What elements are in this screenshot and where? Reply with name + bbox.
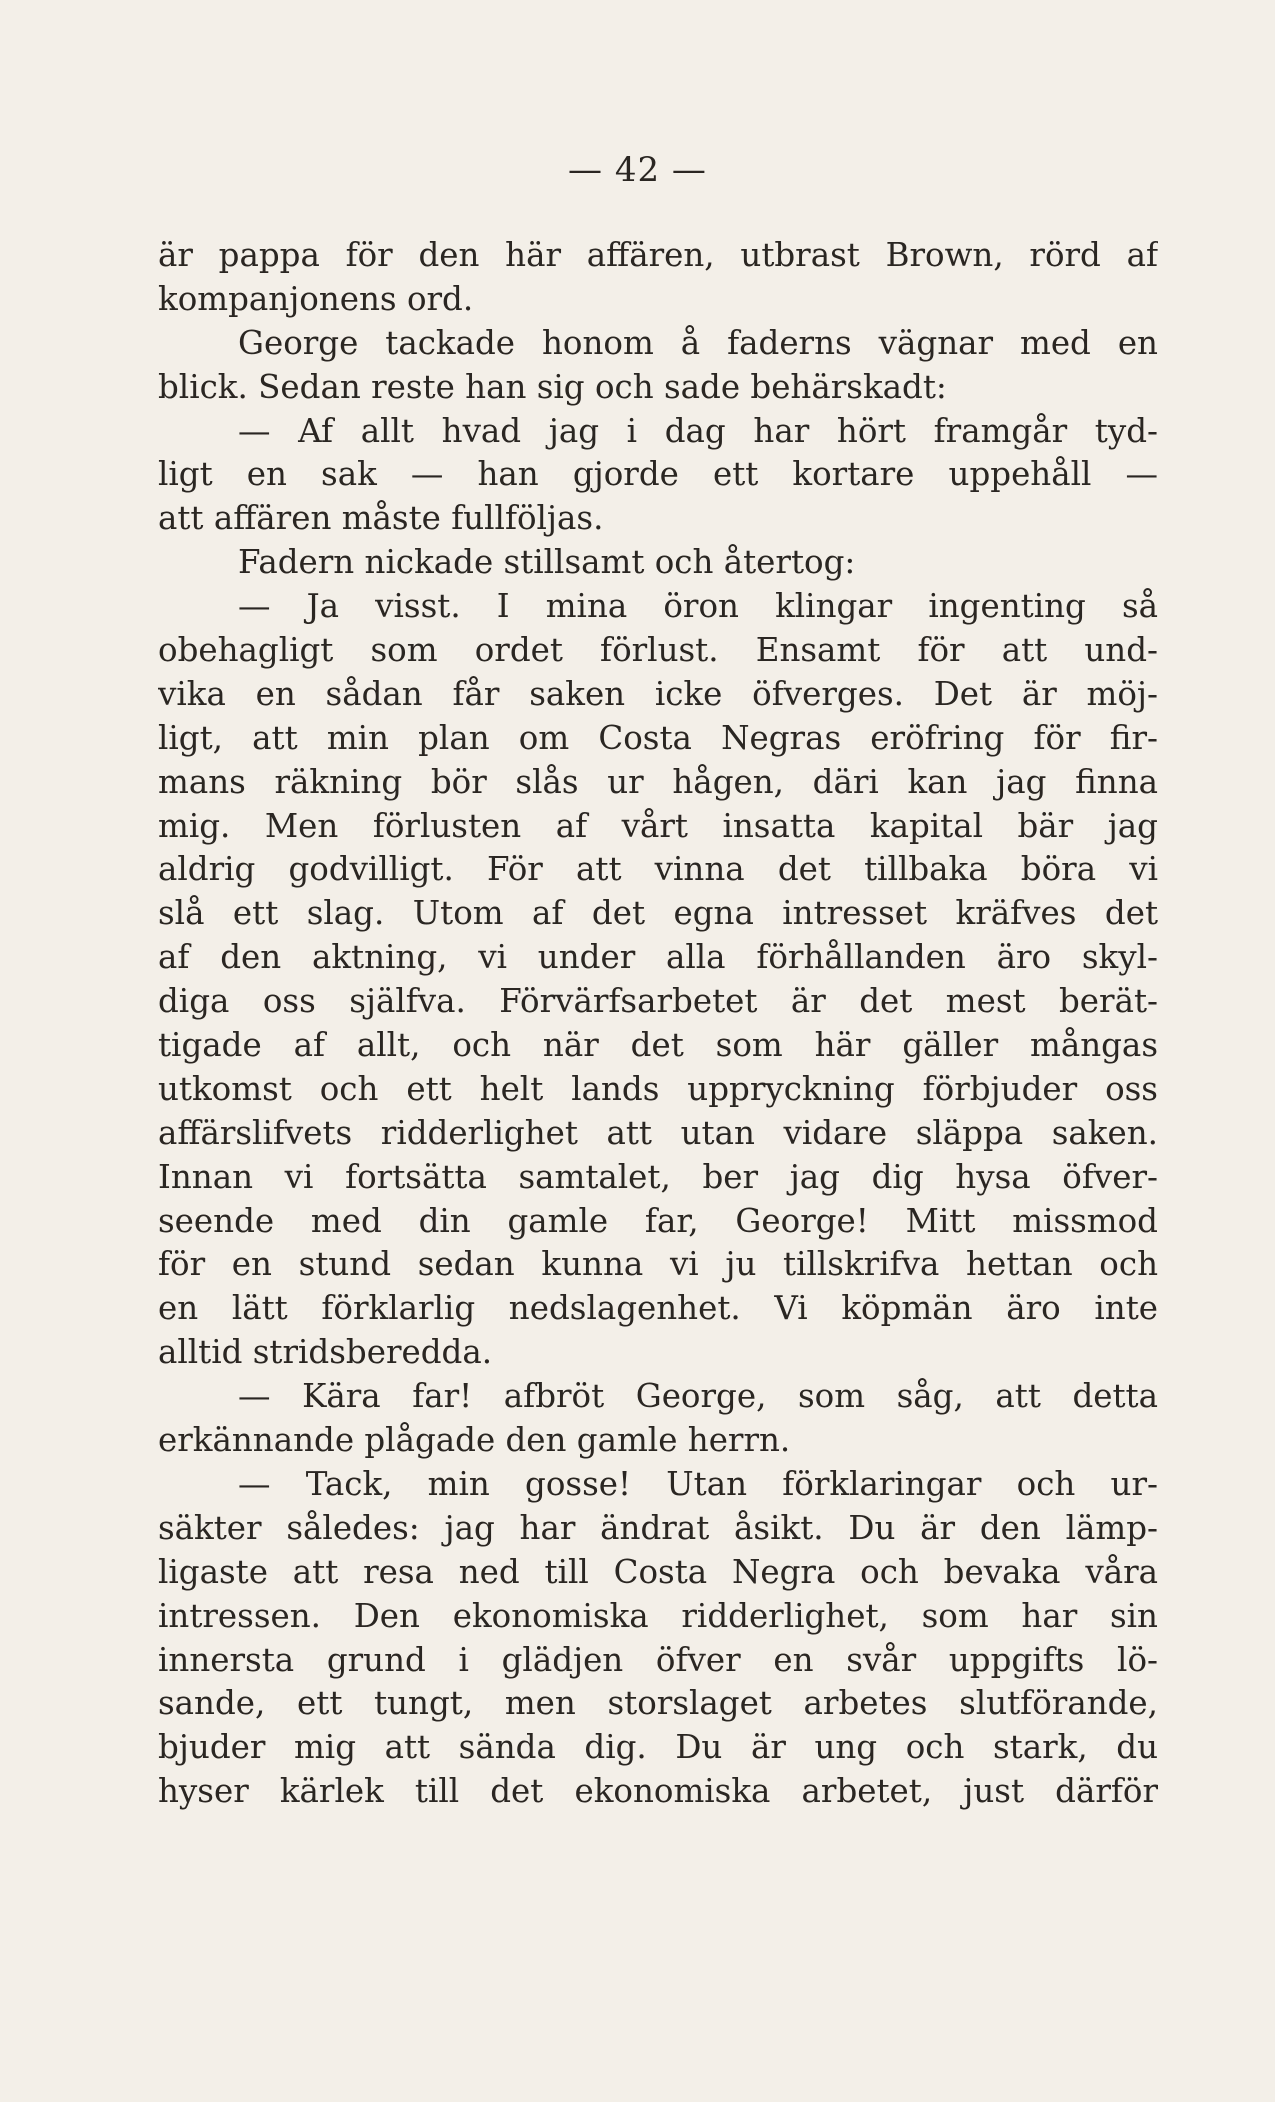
text-line: aldrig godvilligt. För att vinna det tillbaka böra vi <box>158 850 1158 889</box>
text-line: — Af allt hvad jag i dag har hört framgår tyd- <box>238 411 1158 450</box>
text-line: blick. Sedan reste han sig och sade behärskadt: <box>158 367 947 406</box>
text-line: mans räkning bör slås ur hågen, däri kan jag finna <box>158 762 1158 801</box>
body-text <box>158 234 1158 1814</box>
text-line: mig. Men förlusten af vårt insatta kapital bär jag <box>158 806 1158 845</box>
text-line: alltid stridsberedda. <box>158 1333 493 1372</box>
text-line: ligt en sak — han gjorde ett kortare uppehåll — <box>158 455 1158 494</box>
text-line: erkännande plågade den gamle herrn. <box>158 1421 791 1460</box>
text-line: af den aktning, vi under alla förhållanden äro skyl- <box>158 938 1158 977</box>
text-line: — Kära far! afbröt George, som såg, att detta <box>238 1377 1158 1416</box>
page-number: — 42 — <box>568 150 707 190</box>
text-line: ligt, att min plan om Costa Negras eröfring för fir- <box>158 718 1158 757</box>
text-line: en lätt förklarlig nedslagenhet. Vi köpmän äro inte <box>158 1289 1158 1328</box>
text-line: för en stund sedan kunna vi ju tillskrifva hettan och <box>158 1245 1158 1284</box>
text-line: är pappa för den här affären, utbrast Brown, rörd af <box>158 236 1158 274</box>
text-line: — Tack, min gosse! Utan förklaringar och ur- <box>238 1464 1158 1503</box>
text-line: seende med din gamle far, George! Mitt missmod <box>158 1201 1158 1240</box>
text-line: säkter således: jag har ändrat åsikt. Du är den lämp- <box>158 1508 1158 1547</box>
text-line: att affären måste fullföljas. <box>158 499 604 538</box>
text-line: hyser kärlek till det ekonomiska arbetet, just därför <box>158 1772 1158 1811</box>
text-line: bjuder mig att sända dig. Du är ung och stark, du <box>158 1728 1158 1767</box>
text-line: affärslifvets ridderlighet att utan vidare släppa saken. <box>158 1113 1158 1152</box>
text-line: utkomst och ett helt lands uppryckning förbjuder oss <box>158 1069 1158 1108</box>
text-line: — Ja visst. I mina öron klingar ingenting så <box>238 587 1158 626</box>
text-line: Fadern nickade stillsamt och återtog: <box>238 543 856 582</box>
text-line: obehagligt som ordet förlust. Ensamt för att und- <box>158 631 1158 670</box>
text-line: diga oss själfva. Förvärfsarbetet är det mest berät- <box>158 982 1158 1021</box>
text-line: Innan vi fortsätta samtalet, ber jag dig hysa öfver- <box>158 1157 1158 1196</box>
text-line: intressen. Den ekonomiska ridderlighet, som har sin <box>158 1596 1158 1635</box>
text-line: slå ett slag. Utom af det egna intresset kräfves det <box>158 894 1158 933</box>
text-line: ligaste att resa ned till Costa Negra och bevaka våra <box>158 1552 1158 1591</box>
text-line: vika en sådan får saken icke öfverges. Det är möj- <box>158 674 1158 713</box>
text-line: sande, ett tungt, men storslaget arbetes slutförande, <box>158 1684 1158 1723</box>
text-line: George tackade honom å faderns vägnar med en <box>238 323 1158 362</box>
text-line: tigade af allt, och när det som här gäller mångas <box>158 1026 1158 1065</box>
text-line: kompanjonens ord. <box>158 279 474 318</box>
text-line: innersta grund i glädjen öfver en svår uppgifts lö- <box>158 1640 1158 1679</box>
